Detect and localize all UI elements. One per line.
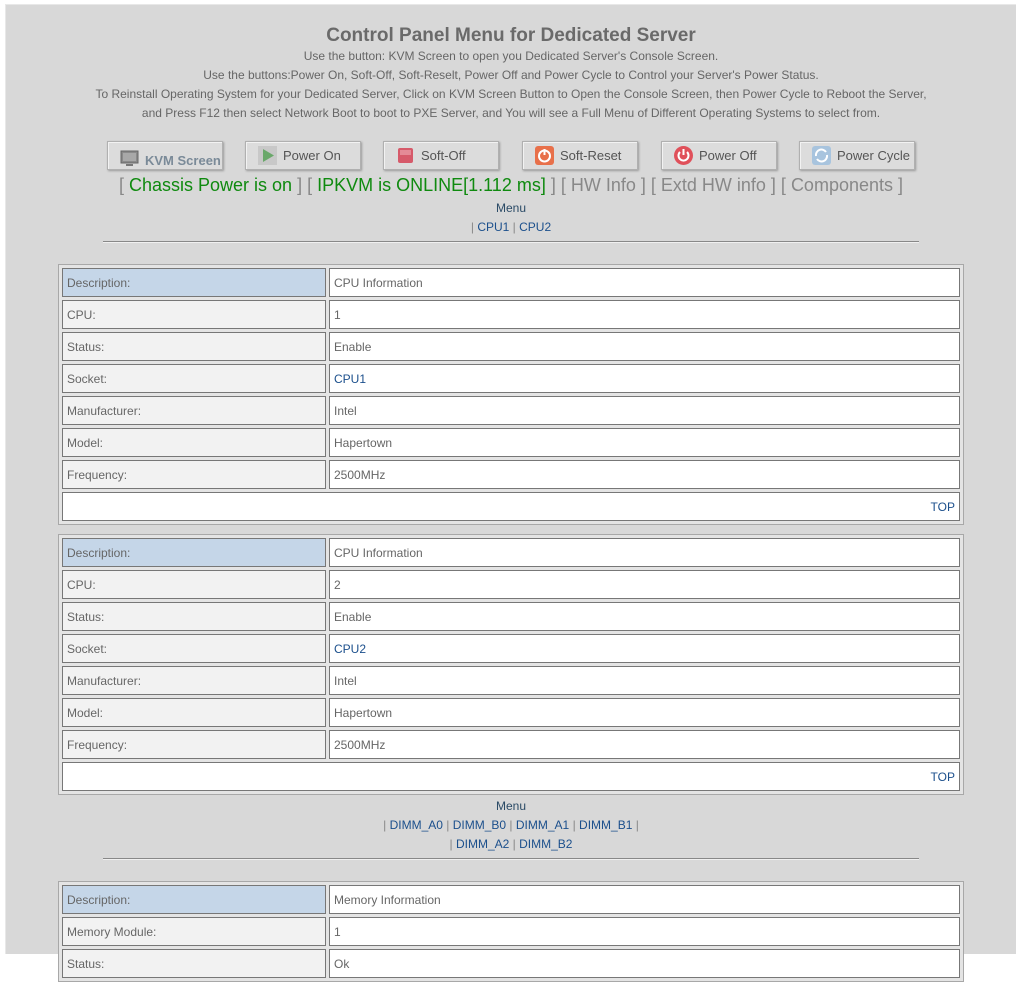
- row-value: Intel: [329, 396, 960, 425]
- row-value: 2500MHz: [329, 730, 960, 759]
- power-off-button[interactable]: [661, 141, 777, 170]
- power-on-button[interactable]: [245, 141, 361, 170]
- instructions: [6, 47, 1016, 123]
- dimm-a0-link[interactable]: DIMM_A0: [389, 818, 443, 832]
- row-label: Socket:: [62, 634, 326, 663]
- soft-off-button[interactable]: [383, 141, 499, 170]
- table-row: [62, 762, 960, 791]
- row-value: Hapertown: [329, 698, 960, 727]
- status-bar: [ Chassis Power is on ] [ IPKVM is ONLINE[1.112 ms] ] [ HW Info ] [ Extd HW info ] [ Components ]: [118, 175, 904, 195]
- cpu2-link[interactable]: CPU2: [519, 220, 552, 234]
- spacer: [6, 525, 1016, 534]
- row-label: Status:: [62, 332, 326, 361]
- table-row: [62, 538, 960, 567]
- cpu-menu-title: Menu: [495, 201, 527, 215]
- dimm-b0-link[interactable]: DIMM_B0: [452, 818, 507, 832]
- top-link[interactable]: TOP: [62, 492, 960, 521]
- kvm-screen-button[interactable]: [107, 141, 223, 170]
- row-label: Socket:: [62, 364, 326, 393]
- row-label: Manufacturer:: [62, 666, 326, 695]
- hw-info-link[interactable]: HW Info: [570, 175, 636, 195]
- dimm-menu-links: | DIMM_A2 | DIMM_B2: [449, 837, 573, 851]
- table-row: [62, 300, 960, 329]
- table-row: [62, 492, 960, 521]
- table-row: [62, 949, 960, 978]
- table-row: [62, 570, 960, 599]
- soft-reset-label: Soft-Reset: [560, 148, 622, 163]
- control-panel-frame: [5, 4, 1016, 971]
- row-label: Memory Module:: [62, 917, 326, 946]
- power-toolbar: [6, 141, 1016, 173]
- monitor-icon: [120, 149, 139, 168]
- row-value: Hapertown: [329, 428, 960, 457]
- table-row: [62, 364, 960, 393]
- kvm-screen-label: KVM Screen: [145, 153, 221, 168]
- table-row: [62, 268, 960, 297]
- extd-hw-info-link[interactable]: Extd HW info: [660, 175, 766, 195]
- power-icon: [674, 146, 693, 165]
- table-row: [62, 396, 960, 425]
- cpu-info-table: [58, 534, 964, 795]
- power-on-label: Power On: [283, 148, 341, 163]
- row-label: Model:: [62, 698, 326, 727]
- row-value: CPU2: [329, 634, 960, 663]
- instruction-line: Use the buttons:Power On, Soft-Off, Soft-Reselt, Power Off and Power Cycle to Control your Server's Power Status.: [203, 68, 819, 82]
- refresh-icon: [812, 146, 831, 165]
- soft-off-label: Soft-Off: [421, 148, 466, 163]
- ipkvm-status: IPKVM is ONLINE[1.112 ms]: [317, 175, 546, 195]
- row-value: Intel: [329, 666, 960, 695]
- row-value: Ok: [329, 949, 960, 978]
- play-icon: [258, 146, 277, 165]
- cpu-info-table: [58, 264, 964, 525]
- row-label: Description:: [62, 268, 326, 297]
- power-cycle-label: Power Cycle: [837, 148, 910, 163]
- components-link[interactable]: Components: [790, 175, 893, 195]
- row-value: 2: [329, 570, 960, 599]
- dimm-b2-link[interactable]: DIMM_B2: [519, 837, 573, 851]
- table-row: [62, 885, 960, 914]
- dimm-menu-title: Menu: [495, 799, 527, 813]
- dimm-b1-link[interactable]: DIMM_B1: [579, 818, 633, 832]
- stop-icon: [396, 146, 415, 165]
- instruction-line: To Reinstall Operating System for your Dedicated Server, Click on KVM Screen Button to Open the Console Screen, then Power Cycle to Reboot the Server,: [95, 87, 927, 101]
- row-value: CPU Information: [329, 268, 960, 297]
- table-row: [62, 917, 960, 946]
- table-row: [62, 602, 960, 631]
- row-label: CPU:: [62, 570, 326, 599]
- table-row: [62, 460, 960, 489]
- row-value: 1: [329, 300, 960, 329]
- dimm-a2-link[interactable]: DIMM_A2: [455, 837, 510, 851]
- memory-info-table: [58, 881, 964, 982]
- power-cycle-button[interactable]: [799, 141, 915, 170]
- row-label: Description:: [62, 538, 326, 567]
- chassis-power-status: Chassis Power is on: [129, 175, 293, 195]
- row-label: Manufacturer:: [62, 396, 326, 425]
- cpu1-link[interactable]: CPU1: [477, 220, 510, 234]
- row-value: 1: [329, 917, 960, 946]
- divider: [103, 241, 919, 243]
- row-value: CPU Information: [329, 538, 960, 567]
- dimm-menu-links: | DIMM_A0 | DIMM_B0 | DIMM_A1 | DIMM_B1 |: [383, 818, 639, 832]
- table-row: [62, 730, 960, 759]
- row-label: Status:: [62, 949, 326, 978]
- row-label: Model:: [62, 428, 326, 457]
- cpu-menu-links: | CPU1 | CPU2: [470, 220, 552, 234]
- row-label: Description:: [62, 885, 326, 914]
- top-link[interactable]: TOP: [62, 762, 960, 791]
- row-label: Frequency:: [62, 460, 326, 489]
- row-value: 2500MHz: [329, 460, 960, 489]
- row-label: Status:: [62, 602, 326, 631]
- instruction-line: Use the button: KVM Screen to open you Dedicated Server's Console Screen.: [303, 49, 719, 63]
- table-row: [62, 698, 960, 727]
- table-row: [62, 634, 960, 663]
- row-value: Enable: [329, 602, 960, 631]
- table-row: [62, 332, 960, 361]
- row-value: Memory Information: [329, 885, 960, 914]
- row-label: CPU:: [62, 300, 326, 329]
- soft-reset-button[interactable]: [522, 141, 638, 170]
- page-title: Control Panel Menu for Dedicated Server: [326, 25, 696, 46]
- power-off-label: Power Off: [699, 148, 757, 163]
- row-label: Frequency:: [62, 730, 326, 759]
- row-value: CPU1: [329, 364, 960, 393]
- table-row: [62, 428, 960, 457]
- dimm-a1-link[interactable]: DIMM_A1: [515, 818, 570, 832]
- table-row: [62, 666, 960, 695]
- row-value: Enable: [329, 332, 960, 361]
- instruction-line: and Press F12 then select Network Boot to boot to PXE Server, and You will see a Full Menu of Different Operating Systems to select from.: [141, 106, 881, 120]
- divider: [103, 858, 919, 860]
- reset-icon: [535, 146, 554, 165]
